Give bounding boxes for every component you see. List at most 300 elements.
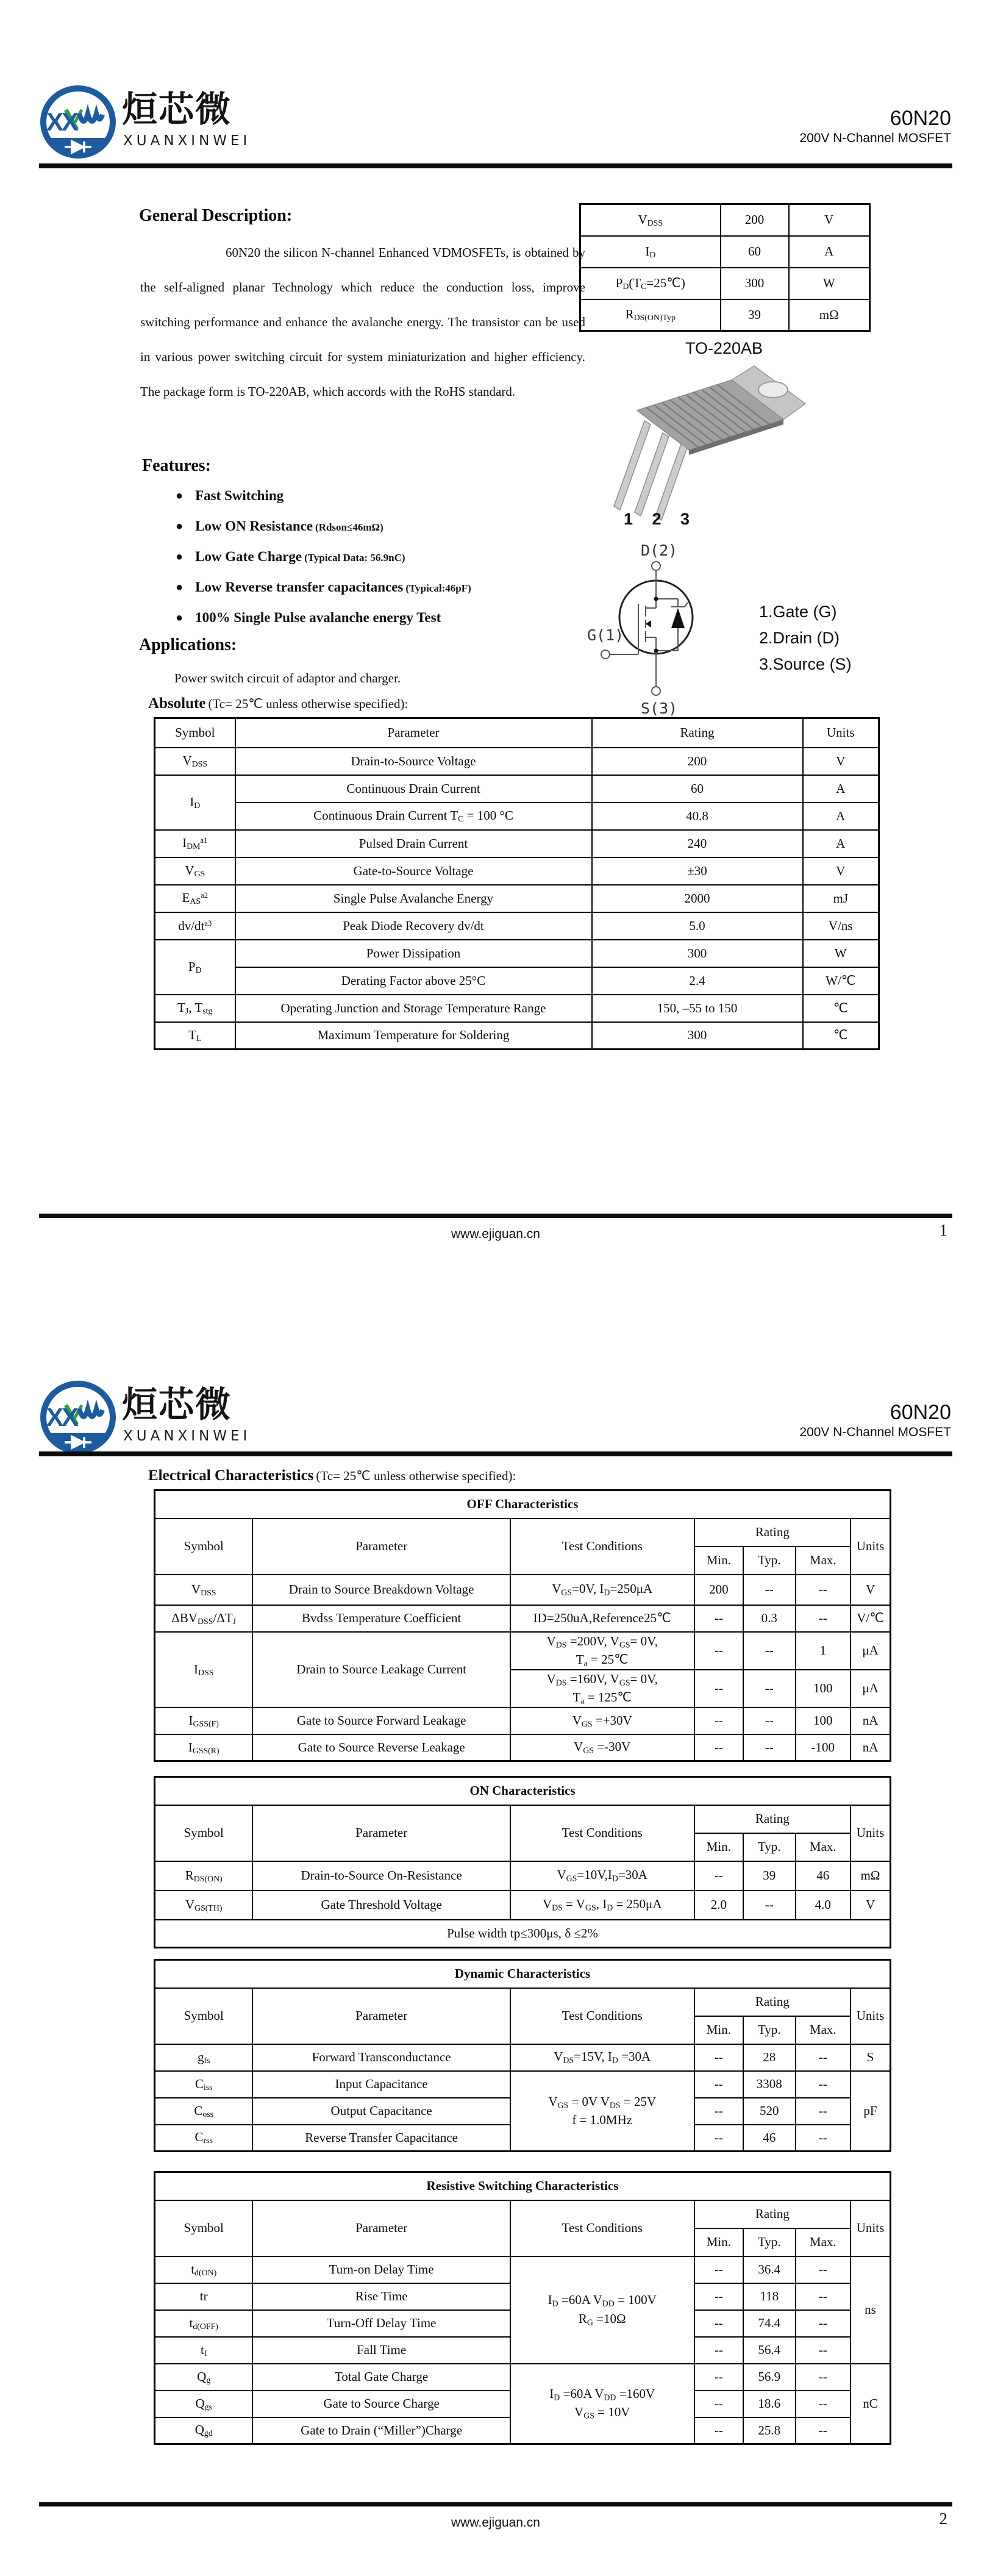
spec-symbol: $I_D$	[580, 236, 721, 268]
section-title: Resistive Switching Characteristics	[155, 2172, 891, 2200]
cell-test-conditions: $I_D =60A$ $V_{DD} = 100V$ $R_G =10\Omega$	[510, 2256, 694, 2364]
cell-parameter: Gate to Source Charge	[252, 2391, 510, 2417]
cell-min: --	[694, 1632, 743, 1670]
cell-min: 200	[694, 1575, 743, 1605]
cell-parameter: Drain to Source Leakage Current	[252, 1632, 510, 1708]
resistive-switching-table	[154, 2171, 891, 2445]
cell-symbol: $P_D$	[155, 940, 235, 995]
col-min: Min.	[694, 1833, 743, 1861]
feature-text: Low ON Resistance	[195, 518, 313, 534]
cell-symbol: $I_{DSS}$	[155, 1632, 253, 1708]
cell-max: --	[796, 2044, 851, 2071]
col-symbol: Symbol	[155, 718, 235, 748]
brand-name-chinese: 烜芯微	[122, 88, 232, 130]
cell-unit: ns	[851, 2256, 890, 2364]
cell-symbol: $Q_{gd}$	[155, 2417, 253, 2444]
col-symbol: Symbol	[155, 1805, 253, 1861]
cell-rating: ±30	[592, 857, 803, 885]
cell-typ: 46	[743, 2125, 795, 2152]
spec-value: 200	[721, 204, 789, 236]
cell-min: --	[694, 1605, 743, 1632]
table-header-row	[155, 718, 879, 748]
table-row	[155, 830, 879, 857]
col-rating: Rating	[694, 1519, 851, 1547]
product-number: 60N20	[890, 107, 951, 130]
cell-rating: 40.8	[592, 803, 803, 830]
header-title-block	[799, 1401, 951, 1442]
cell-max: --	[796, 2337, 851, 2364]
dynamic-characteristics-table	[154, 1959, 891, 2152]
cell-rating: 240	[592, 830, 803, 857]
cell-symbol: $R_{DS(ON)}$	[155, 1861, 253, 1891]
electrical-characteristics-heading	[148, 1467, 516, 1484]
general-description-heading: General Description:	[139, 206, 293, 225]
cell-symbol: $I_{DM}^{a1}$	[155, 830, 235, 857]
cell-parameter: Reverse Transfer Capacitance	[252, 2125, 510, 2152]
col-parameter: Parameter	[252, 1988, 510, 2044]
table-row	[155, 1575, 891, 1605]
cell-symbol: $C_{oss}$	[155, 2098, 253, 2125]
spec-symbol: $R_{DS(ON)Typ}$	[580, 299, 721, 331]
cell-unit: pF	[851, 2071, 890, 2152]
cell-symbol: $E_{AS}^{a2}$	[155, 885, 235, 912]
cell-test-conditions: $V_{DS} =200V$, $V_{GS}= 0V$, $T_a$ = 25℃	[510, 1632, 694, 1670]
col-rating: Rating	[592, 718, 803, 748]
cell-rating: 200	[592, 748, 803, 775]
cell-symbol: $C_{rss}$	[155, 2125, 253, 2152]
col-max: Max.	[796, 1547, 851, 1575]
cell-max: 46	[796, 1861, 851, 1891]
cell-max: 4.0	[796, 1891, 851, 1920]
col-rating: Rating	[694, 2200, 851, 2228]
product-number: 60N20	[890, 1401, 951, 1424]
col-symbol: Symbol	[155, 1519, 253, 1575]
col-typ: Typ.	[743, 1547, 795, 1575]
cell-max: 1	[796, 1632, 851, 1670]
col-test-conditions: Test Conditions	[510, 2200, 694, 2256]
cell-test-conditions: ID=250uA,Reference25℃	[510, 1605, 694, 1632]
cell-parameter: Gate to Source Forward Leakage	[252, 1708, 510, 1734]
col-parameter: Parameter	[252, 1519, 510, 1575]
cell-parameter: Drain to Source Breakdown Voltage	[252, 1575, 510, 1605]
cell-max: -100	[796, 1734, 851, 1761]
feature-text: Low Reverse transfer capacitances	[195, 579, 404, 595]
section-title-row	[155, 2172, 891, 2200]
spec-symbol: $P_D(T_C=25℃)$	[580, 268, 721, 299]
table-row	[155, 1632, 891, 1670]
table-row	[580, 204, 870, 236]
cell-typ: 74.4	[743, 2310, 795, 2337]
table-row	[155, 2364, 891, 2391]
cell-rating: 2000	[592, 885, 803, 912]
cell-min: --	[694, 2283, 743, 2310]
col-typ: Typ.	[743, 1833, 795, 1861]
feature-text: 100% Single Pulse avalanche energy Test	[195, 610, 441, 625]
cell-symbol: $dv/dt^{a3}$	[155, 912, 235, 940]
cell-max: --	[796, 2283, 851, 2310]
col-rating: Rating	[694, 1805, 851, 1833]
pulse-width-note: Pulse width tp≤300μs, δ ≤2%	[155, 1920, 891, 1948]
cell-test-conditions: $V_{GS}=10V,I_D=30A$	[510, 1861, 694, 1891]
col-min: Min.	[694, 2016, 743, 2044]
table-row	[580, 299, 870, 331]
cell-parameter: Continuous Drain Current $T_C = 100$ °C	[235, 803, 592, 830]
bullet-icon: ●	[176, 611, 184, 624]
feature-item	[176, 518, 602, 543]
spec-symbol: $V_{DSS}$	[580, 204, 721, 236]
col-min: Min.	[694, 1547, 743, 1575]
cell-min: --	[694, 2337, 743, 2364]
brand-logo-icon	[38, 83, 118, 163]
cell-min: 2.0	[694, 1891, 743, 1920]
cell-min: --	[694, 2364, 743, 2391]
cell-max: 100	[796, 1670, 851, 1708]
table-header-row	[155, 1519, 891, 1547]
table-row	[155, 775, 879, 803]
cell-parameter: Input Capacitance	[252, 2071, 510, 2098]
cell-min: --	[694, 2071, 743, 2098]
brand-name-chinese: 烜芯微	[122, 1384, 232, 1425]
feature-note: (Typical Data: 56.9nC)	[304, 552, 405, 564]
cell-symbol: $\Delta BV_{DSS}/\Delta T_J$	[155, 1605, 253, 1632]
table-row	[155, 912, 879, 940]
cell-parameter: Maximum Temperature for Soldering	[235, 1022, 592, 1050]
cell-parameter: Turn-Off Delay Time	[252, 2310, 510, 2337]
cell-typ: 520	[743, 2098, 795, 2125]
feature-note: (Typical:46pF)	[405, 582, 471, 594]
cell-max: --	[796, 2310, 851, 2337]
absolute-heading-bold: Absolute	[148, 695, 206, 712]
feature-item	[176, 610, 602, 634]
cell-parameter: Drain-to-Source Voltage	[235, 748, 592, 775]
cell-min: --	[694, 2256, 743, 2283]
brand-name-english: XUANXINWEI	[123, 1428, 251, 1444]
spec-value: 300	[721, 268, 789, 299]
cell-typ: --	[743, 1734, 795, 1761]
cell-test-conditions: $V_{DS} = V_{GS}$, $I_D = 250\mu A$	[510, 1891, 694, 1920]
pin-legend-source: 3.Source (S)	[759, 655, 852, 673]
cell-symbol: $V_{DSS}$	[155, 748, 235, 775]
table-row	[155, 1861, 891, 1891]
cell-unit: nA	[851, 1708, 890, 1734]
cell-unit: μA	[851, 1632, 890, 1670]
general-description-text: 60N20 the silicon N-channel Enhanced VDMOSFETs, is obtained by the self-aligned planar Technology which reduce the conduction loss, improve switching performance and enhance the avalanche energy. The transistor can be used in various power switching circuit for system miniaturization and higher efficiency. The package form is TO-220AB, which accords with the RoHS standard.	[140, 245, 585, 399]
cell-unit: V	[851, 1891, 890, 1920]
cell-parameter: Gate to Source Reverse Leakage	[252, 1734, 510, 1761]
cell-max: --	[796, 2391, 851, 2417]
cell-symbol: $t_f$	[155, 2337, 253, 2364]
cell-min: --	[694, 1670, 743, 1708]
bullet-icon: ●	[176, 520, 184, 533]
section-title: Dynamic Characteristics	[155, 1960, 891, 1988]
cell-min: --	[694, 2125, 743, 2152]
cell-max: --	[796, 2417, 851, 2444]
cell-symbol: $T_J$, $T_{stg}$	[155, 995, 235, 1022]
spec-unit: V	[789, 204, 870, 236]
table-header-row	[155, 2200, 891, 2228]
table-row	[155, 1708, 891, 1734]
table-row	[580, 236, 870, 268]
cell-min: --	[694, 1861, 743, 1891]
cell-rating: 300	[592, 940, 803, 967]
cell-unit: ℃	[803, 1022, 879, 1050]
cell-max: --	[796, 2364, 851, 2391]
cell-min: --	[694, 2044, 743, 2071]
cell-unit: V/℃	[851, 1605, 890, 1632]
footer-url: www.ejiguan.cn	[451, 2516, 540, 2530]
table-row	[155, 967, 879, 995]
bullet-icon: ●	[176, 581, 184, 594]
table-row	[155, 1734, 891, 1761]
cell-typ: 118	[743, 2283, 795, 2310]
table-row	[155, 885, 879, 912]
cell-symbol: $V_{DSS}$	[155, 1575, 253, 1605]
col-test-conditions: Test Conditions	[510, 1988, 694, 2044]
cell-test-conditions: $V_{GS} = 0V$ $V_{DS} = 25V$ f = 1.0MHz	[510, 2071, 694, 2152]
product-subtitle: 200V N-Channel MOSFET	[799, 1425, 951, 1439]
cell-unit: V	[803, 748, 879, 775]
cell-symbol: tr	[155, 2283, 253, 2310]
cell-parameter: Pulsed Drain Current	[235, 830, 592, 857]
cell-parameter: Gate to Drain (“Miller”)Charge	[252, 2417, 510, 2444]
table-row	[155, 1605, 891, 1632]
spec-unit: A	[789, 236, 870, 268]
col-units: Units	[803, 718, 879, 748]
cell-typ: 39	[743, 1861, 795, 1891]
spec-value: 60	[721, 236, 789, 268]
page-number: 2	[939, 2510, 947, 2528]
spec-value: 39	[721, 299, 789, 331]
section-title-row	[155, 1960, 891, 1988]
table-header-row	[155, 1988, 891, 2016]
cell-rating: 5.0	[592, 912, 803, 940]
cell-symbol: $t_{d(ON)}$	[155, 2256, 253, 2283]
table-note-row	[155, 1920, 891, 1948]
feature-note: (Rdson≤46mΩ)	[315, 521, 383, 533]
cell-parameter: Peak Diode Recovery dv/dt	[235, 912, 592, 940]
cell-typ: 0.3	[743, 1605, 795, 1632]
cell-min: --	[694, 2391, 743, 2417]
cell-typ: --	[743, 1891, 795, 1920]
cell-symbol: $V_{GS}$	[155, 857, 235, 885]
svg-text:XX: XX	[46, 107, 77, 136]
feature-item	[176, 549, 602, 573]
cell-max: --	[796, 2125, 851, 2152]
cell-parameter: Forward Transconductance	[252, 2044, 510, 2071]
cell-unit: ℃	[803, 995, 879, 1022]
cell-unit: V/ns	[803, 912, 879, 940]
cell-unit: A	[803, 803, 879, 830]
brand-logo-icon	[38, 1378, 118, 1459]
cell-test-conditions: $V_{GS} =-30V$	[510, 1734, 694, 1761]
schematic-drain-label: D(2)	[641, 542, 678, 559]
cell-symbol: $V_{GS(TH)}$	[155, 1891, 253, 1920]
header-rule	[39, 163, 952, 168]
cell-symbol: $Q_g$	[155, 2364, 253, 2391]
table-row	[155, 995, 879, 1022]
cell-parameter: Continuous Drain Current	[235, 775, 592, 803]
cell-symbol: $I_{GSS(R)}$	[155, 1734, 253, 1761]
bullet-icon: ●	[176, 550, 184, 564]
cell-typ: --	[743, 1575, 795, 1605]
cell-parameter: Output Capacitance	[252, 2098, 510, 2125]
pin-legend-gate: 1.Gate (G)	[759, 603, 837, 621]
cell-parameter: Rise Time	[252, 2283, 510, 2310]
col-test-conditions: Test Conditions	[510, 1519, 694, 1575]
cell-unit: mΩ	[851, 1861, 890, 1891]
col-symbol: Symbol	[155, 2200, 253, 2256]
brand-logo	[38, 83, 251, 163]
section-title: OFF Characteristics	[155, 1490, 891, 1519]
cell-max: --	[796, 1605, 851, 1632]
cell-unit: nC	[851, 2364, 890, 2444]
table-row	[155, 2071, 891, 2098]
cell-typ: 18.6	[743, 2391, 795, 2417]
cell-parameter: Drain-to-Source On-Resistance	[252, 1861, 510, 1891]
table-row	[155, 803, 879, 830]
brand-name-english: XUANXINWEI	[123, 133, 251, 149]
pin-legend-drain: 2.Drain (D)	[759, 629, 840, 647]
cell-unit: A	[803, 775, 879, 803]
cell-parameter: Operating Junction and Storage Temperature Range	[235, 995, 592, 1022]
cell-typ: --	[743, 1670, 795, 1708]
schematic-gate-label: G(1)	[587, 626, 624, 644]
cell-symbol: $Q_{gs}$	[155, 2391, 253, 2417]
table-row	[155, 748, 879, 775]
table-row	[155, 2256, 891, 2283]
features-heading: Features:	[142, 456, 211, 475]
spec-unit: mΩ	[789, 299, 870, 331]
heading-rest: (Tc= 25℃ unless otherwise specified):	[316, 1469, 516, 1483]
on-characteristics-table	[154, 1776, 891, 1948]
cell-unit: V	[851, 1575, 890, 1605]
col-units: Units	[851, 1805, 890, 1861]
col-parameter: Parameter	[235, 718, 592, 748]
footer-rule	[39, 1214, 952, 1218]
cell-test-conditions: $V_{DS} =160V$, $V_{GS}= 0V$, $T_a$ = 125℃	[510, 1670, 694, 1708]
cell-rating: 2.4	[592, 967, 803, 995]
table-row	[155, 2044, 891, 2071]
table-row	[155, 1022, 879, 1050]
cell-unit: μA	[851, 1670, 890, 1708]
svg-text:XX: XX	[46, 1403, 77, 1431]
cell-unit: V	[803, 857, 879, 885]
section-title-row	[155, 1777, 891, 1805]
cell-typ: 25.8	[743, 2417, 795, 2444]
absolute-ratings-table	[154, 717, 880, 1050]
col-test-conditions: Test Conditions	[510, 1805, 694, 1861]
package-name: TO-220AB	[685, 339, 763, 357]
feature-item	[176, 488, 602, 512]
cell-typ: 3308	[743, 2071, 795, 2098]
pin-legend	[759, 599, 852, 678]
footer-url: www.ejiguan.cn	[451, 1227, 540, 1241]
col-parameter: Parameter	[252, 1805, 510, 1861]
cell-min: --	[694, 2310, 743, 2337]
cell-rating: 300	[592, 1022, 803, 1050]
cell-symbol: $C_{iss}$	[155, 2071, 253, 2098]
cell-unit: W/℃	[803, 967, 879, 995]
spec-unit: W	[789, 268, 870, 299]
cell-rating: 60	[592, 775, 803, 803]
cell-parameter: Gate-to-Source Voltage	[235, 857, 592, 885]
col-units: Units	[851, 2200, 890, 2256]
cell-max: 100	[796, 1708, 851, 1734]
to220-package-image	[601, 365, 814, 535]
feature-text: Fast Switching	[195, 488, 284, 503]
cell-test-conditions: $V_{GS}=0V$, $I_D=250\mu A$	[510, 1575, 694, 1605]
mosfet-symbol-schematic	[582, 515, 729, 717]
cell-max: --	[796, 1575, 851, 1605]
col-units: Units	[851, 1988, 890, 2044]
cell-max: --	[796, 2071, 851, 2098]
cell-unit: A	[803, 830, 879, 857]
cell-min: --	[694, 1708, 743, 1734]
col-symbol: Symbol	[155, 1988, 253, 2044]
off-characteristics-table	[154, 1489, 891, 1762]
footer-rule	[39, 2502, 952, 2506]
col-parameter: Parameter	[252, 2200, 510, 2256]
brand-logo	[38, 1378, 251, 1459]
applications-text: Power switch circuit of adaptor and charger.	[174, 671, 401, 685]
cell-rating: 150, –55 to 150	[592, 995, 803, 1022]
page-number: 1	[939, 1221, 947, 1239]
section-title-row	[155, 1490, 891, 1519]
cell-min: --	[694, 2098, 743, 2125]
header-rule	[39, 1451, 952, 1456]
cell-parameter: Bvdss Temperature Coefficient	[252, 1605, 510, 1632]
cell-max: --	[796, 2098, 851, 2125]
product-subtitle: 200V N-Channel MOSFET	[799, 131, 951, 145]
applications-heading: Applications:	[139, 635, 237, 654]
feature-text: Low Gate Charge	[195, 549, 302, 564]
header-title-block	[799, 107, 951, 148]
cell-typ: 28	[743, 2044, 795, 2071]
table-header-row	[155, 1805, 891, 1833]
cell-typ: 36.4	[743, 2256, 795, 2283]
col-max: Max.	[796, 1833, 851, 1861]
table-row	[580, 268, 870, 299]
bullet-icon: ●	[176, 489, 184, 503]
absolute-heading-rest: (Tc= 25℃ unless otherwise specified):	[208, 696, 408, 711]
schematic-source-label: S(3)	[641, 699, 678, 717]
cell-parameter: Gate Threshold Voltage	[252, 1891, 510, 1920]
feature-item	[176, 579, 602, 604]
cell-max: --	[796, 2256, 851, 2283]
col-max: Max.	[796, 2016, 851, 2044]
cell-test-conditions: $V_{GS} =+30V$	[510, 1708, 694, 1734]
table-row	[155, 940, 879, 967]
cell-unit: S	[851, 2044, 890, 2071]
cell-typ: 56.4	[743, 2337, 795, 2364]
cell-parameter: Turn-on Delay Time	[252, 2256, 510, 2283]
cell-unit: nA	[851, 1734, 890, 1761]
cell-symbol: $I_D$	[155, 775, 235, 830]
cell-unit: W	[803, 940, 879, 967]
page-2	[0, 1288, 995, 2576]
heading-bold: Electrical Characteristics	[148, 1467, 314, 1484]
cell-min: --	[694, 2417, 743, 2444]
cell-parameter: Total Gate Charge	[252, 2364, 510, 2391]
package-pin-numbers: 1 2 3	[624, 510, 697, 528]
cell-min: --	[694, 1734, 743, 1761]
table-row	[155, 1891, 891, 1920]
col-max: Max.	[796, 2228, 851, 2256]
cell-typ: --	[743, 1708, 795, 1734]
cell-typ: --	[743, 1632, 795, 1670]
absolute-heading	[148, 695, 408, 712]
cell-parameter: Derating Factor above 25°C	[235, 967, 592, 995]
